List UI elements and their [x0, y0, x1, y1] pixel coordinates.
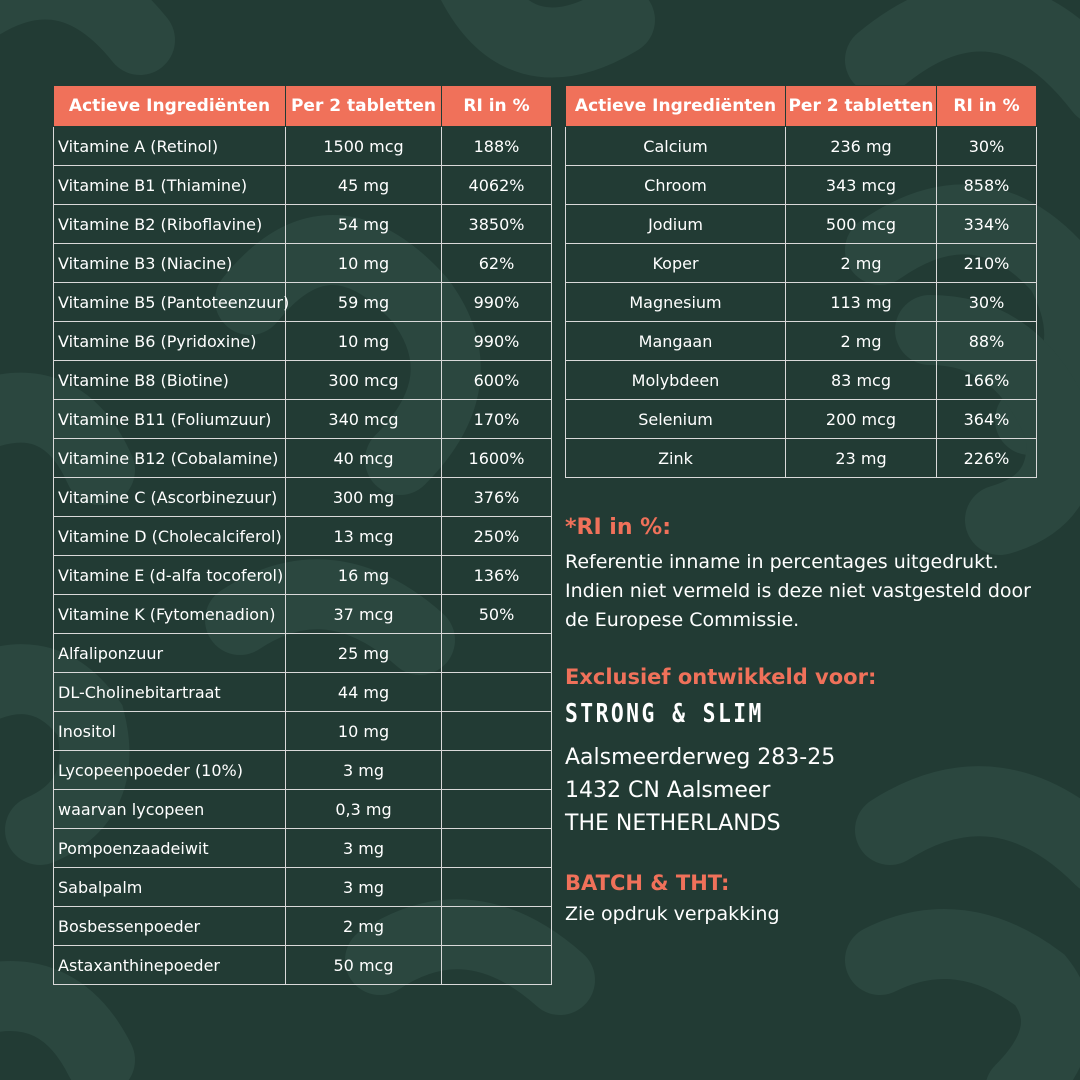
amount-per-2-tablets-cell: 2 mg [286, 907, 442, 946]
table-row [54, 400, 552, 439]
table-row [54, 907, 552, 946]
table-row [566, 322, 1037, 361]
ingredient-name-cell: Vitamine B12 (Cobalamine) [54, 439, 286, 478]
ri-percentage-cell: 226% [937, 439, 1037, 478]
ri-percentage-cell: 62% [442, 244, 552, 283]
ingredient-name-cell: Vitamine B1 (Thiamine) [54, 166, 286, 205]
amount-per-2-tablets-cell: 3 mg [286, 829, 442, 868]
ingredient-name-cell: Selenium [566, 400, 786, 439]
ri-percentage-cell: 858% [937, 166, 1037, 205]
table-row [566, 361, 1037, 400]
table-row [54, 166, 552, 205]
ingredient-name-cell: Vitamine B5 (Pantoteenzuur) [54, 283, 286, 322]
header-ri: RI in % [442, 86, 552, 127]
amount-per-2-tablets-cell: 54 mg [286, 205, 442, 244]
ri-percentage-cell [442, 673, 552, 712]
ingredient-name-cell: Vitamine B6 (Pyridoxine) [54, 322, 286, 361]
ri-percentage-cell: 990% [442, 283, 552, 322]
amount-per-2-tablets-cell: 3 mg [286, 868, 442, 907]
table-row [54, 556, 552, 595]
ri-percentage-cell: 364% [937, 400, 1037, 439]
table-row [54, 829, 552, 868]
amount-per-2-tablets-cell: 2 mg [786, 322, 937, 361]
table-row [54, 439, 552, 478]
amount-per-2-tablets-cell: 113 mg [786, 283, 937, 322]
ri-percentage-cell: 990% [442, 322, 552, 361]
address-line: 1432 CN Aalsmeer [565, 778, 771, 803]
table-row [54, 634, 552, 673]
table-row [566, 127, 1037, 166]
ri-percentage-cell: 170% [442, 400, 552, 439]
amount-per-2-tablets-cell: 300 mcg [286, 361, 442, 400]
ri-percentage-cell: 376% [442, 478, 552, 517]
ingredient-name-cell: Vitamine C (Ascorbinezuur) [54, 478, 286, 517]
ri-percentage-cell: 4062% [442, 166, 552, 205]
table-row [54, 673, 552, 712]
header-ingredient: Actieve Ingrediënten [566, 86, 786, 127]
address-line: THE NETHERLANDS [565, 811, 781, 836]
ri-percentage-cell: 88% [937, 322, 1037, 361]
ingredient-name-cell: Vitamine K (Fytomenadion) [54, 595, 286, 634]
ingredient-name-cell: Vitamine A (Retinol) [54, 127, 286, 166]
amount-per-2-tablets-cell: 25 mg [286, 634, 442, 673]
table-header-row [566, 86, 1037, 127]
ri-percentage-cell: 210% [937, 244, 1037, 283]
ri-percentage-cell: 30% [937, 127, 1037, 166]
table-row [566, 283, 1037, 322]
amount-per-2-tablets-cell: 343 mcg [786, 166, 937, 205]
amount-per-2-tablets-cell: 50 mcg [286, 946, 442, 985]
ri-percentage-cell: 188% [442, 127, 552, 166]
ingredient-name-cell: Vitamine B2 (Riboflavine) [54, 205, 286, 244]
batch-text: Zie opdruk verpakking [565, 903, 780, 925]
ri-percentage-cell [442, 751, 552, 790]
table-row [54, 712, 552, 751]
table-row [54, 283, 552, 322]
ri-percentage-cell: 334% [937, 205, 1037, 244]
table-row [54, 244, 552, 283]
amount-per-2-tablets-cell: 500 mcg [786, 205, 937, 244]
amount-per-2-tablets-cell: 13 mcg [286, 517, 442, 556]
header-amount: Per 2 tabletten [786, 86, 937, 127]
ingredient-name-cell: waarvan lycopeen [54, 790, 286, 829]
exclusive-title: Exclusief ontwikkeld voor: [565, 665, 877, 689]
amount-per-2-tablets-cell: 0,3 mg [286, 790, 442, 829]
ri-percentage-cell [442, 907, 552, 946]
ingredient-name-cell: Chroom [566, 166, 786, 205]
table-row [54, 595, 552, 634]
table-row [54, 751, 552, 790]
ri-percentage-cell [442, 946, 552, 985]
ri-percentage-cell: 3850% [442, 205, 552, 244]
ingredient-name-cell: Zink [566, 439, 786, 478]
ri-percentage-cell: 1600% [442, 439, 552, 478]
ri-percentage-cell: 166% [937, 361, 1037, 400]
header-amount: Per 2 tabletten [286, 86, 442, 127]
ri-note-line: Indien niet vermeld is deze niet vastgesteld door [565, 580, 1031, 602]
table-row [566, 205, 1037, 244]
ingredient-name-cell: Vitamine B3 (Niacine) [54, 244, 286, 283]
ingredient-name-cell: Molybdeen [566, 361, 786, 400]
ingredients-table-left [53, 85, 552, 985]
amount-per-2-tablets-cell: 10 mg [286, 322, 442, 361]
ri-percentage-cell: 600% [442, 361, 552, 400]
ingredient-name-cell: DL-Cholinebitartraat [54, 673, 286, 712]
amount-per-2-tablets-cell: 16 mg [286, 556, 442, 595]
table-row [566, 244, 1037, 283]
ri-note-line: de Europese Commissie. [565, 609, 800, 631]
amount-per-2-tablets-cell: 37 mcg [286, 595, 442, 634]
table-row [54, 946, 552, 985]
ri-percentage-cell: 250% [442, 517, 552, 556]
ingredient-name-cell: Inositol [54, 712, 286, 751]
ingredient-name-cell: Koper [566, 244, 786, 283]
ri-percentage-cell [442, 790, 552, 829]
ri-note-line: Referentie inname in percentages uitgedrukt. [565, 551, 999, 573]
ri-percentage-cell [442, 634, 552, 673]
ri-percentage-cell [442, 868, 552, 907]
ri-percentage-cell: 136% [442, 556, 552, 595]
amount-per-2-tablets-cell: 300 mg [286, 478, 442, 517]
table-row [54, 205, 552, 244]
batch-title: BATCH & THT: [565, 871, 730, 895]
table-row [566, 166, 1037, 205]
amount-per-2-tablets-cell: 1500 mcg [286, 127, 442, 166]
address-line: Aalsmeerderweg 283-25 [565, 745, 836, 770]
table-row [54, 478, 552, 517]
table-row [54, 361, 552, 400]
ingredient-name-cell: Astaxanthinepoeder [54, 946, 286, 985]
ingredient-name-cell: Vitamine E (d-alfa tocoferol) [54, 556, 286, 595]
table-row [566, 439, 1037, 478]
amount-per-2-tablets-cell: 40 mcg [286, 439, 442, 478]
amount-per-2-tablets-cell: 83 mcg [786, 361, 937, 400]
amount-per-2-tablets-cell: 44 mg [286, 673, 442, 712]
amount-per-2-tablets-cell: 200 mcg [786, 400, 937, 439]
amount-per-2-tablets-cell: 2 mg [786, 244, 937, 283]
ingredient-name-cell: Pompoenzaadeiwit [54, 829, 286, 868]
amount-per-2-tablets-cell: 45 mg [286, 166, 442, 205]
header-ri: RI in % [937, 86, 1037, 127]
brand-name: STRONG & SLIM [565, 699, 764, 729]
amount-per-2-tablets-cell: 59 mg [286, 283, 442, 322]
ingredient-name-cell: Magnesium [566, 283, 786, 322]
table-row [54, 868, 552, 907]
ri-percentage-cell [442, 712, 552, 751]
table-row [566, 400, 1037, 439]
ingredient-name-cell: Bosbessenpoeder [54, 907, 286, 946]
company-address [565, 741, 835, 840]
amount-per-2-tablets-cell: 10 mg [286, 244, 442, 283]
amount-per-2-tablets-cell: 3 mg [286, 751, 442, 790]
ingredients-table-right [565, 85, 1037, 478]
ingredient-name-cell: Vitamine B8 (Biotine) [54, 361, 286, 400]
ri-note-star: * [565, 515, 577, 540]
ri-note-body [565, 548, 1045, 635]
amount-per-2-tablets-cell: 340 mcg [286, 400, 442, 439]
amount-per-2-tablets-cell: 236 mg [786, 127, 937, 166]
table-row [54, 127, 552, 166]
ingredient-name-cell: Alfaliponzuur [54, 634, 286, 673]
table-row [54, 790, 552, 829]
ingredient-name-cell: Mangaan [566, 322, 786, 361]
ri-percentage-cell: 30% [937, 283, 1037, 322]
amount-per-2-tablets-cell: 10 mg [286, 712, 442, 751]
ingredient-name-cell: Vitamine D (Cholecalciferol) [54, 517, 286, 556]
ingredient-name-cell: Jodium [566, 205, 786, 244]
header-ingredient: Actieve Ingrediënten [54, 86, 286, 127]
table-row [54, 322, 552, 361]
ingredient-name-cell: Vitamine B11 (Foliumzuur) [54, 400, 286, 439]
ingredient-name-cell: Lycopeenpoeder (10%) [54, 751, 286, 790]
ingredient-name-cell: Calcium [566, 127, 786, 166]
ri-percentage-cell [442, 829, 552, 868]
ri-note-heading: RI in %: [576, 515, 672, 540]
table-header-row [54, 86, 552, 127]
ri-note-title [565, 515, 671, 540]
table-row [54, 517, 552, 556]
ri-percentage-cell: 50% [442, 595, 552, 634]
ingredient-name-cell: Sabalpalm [54, 868, 286, 907]
amount-per-2-tablets-cell: 23 mg [786, 439, 937, 478]
